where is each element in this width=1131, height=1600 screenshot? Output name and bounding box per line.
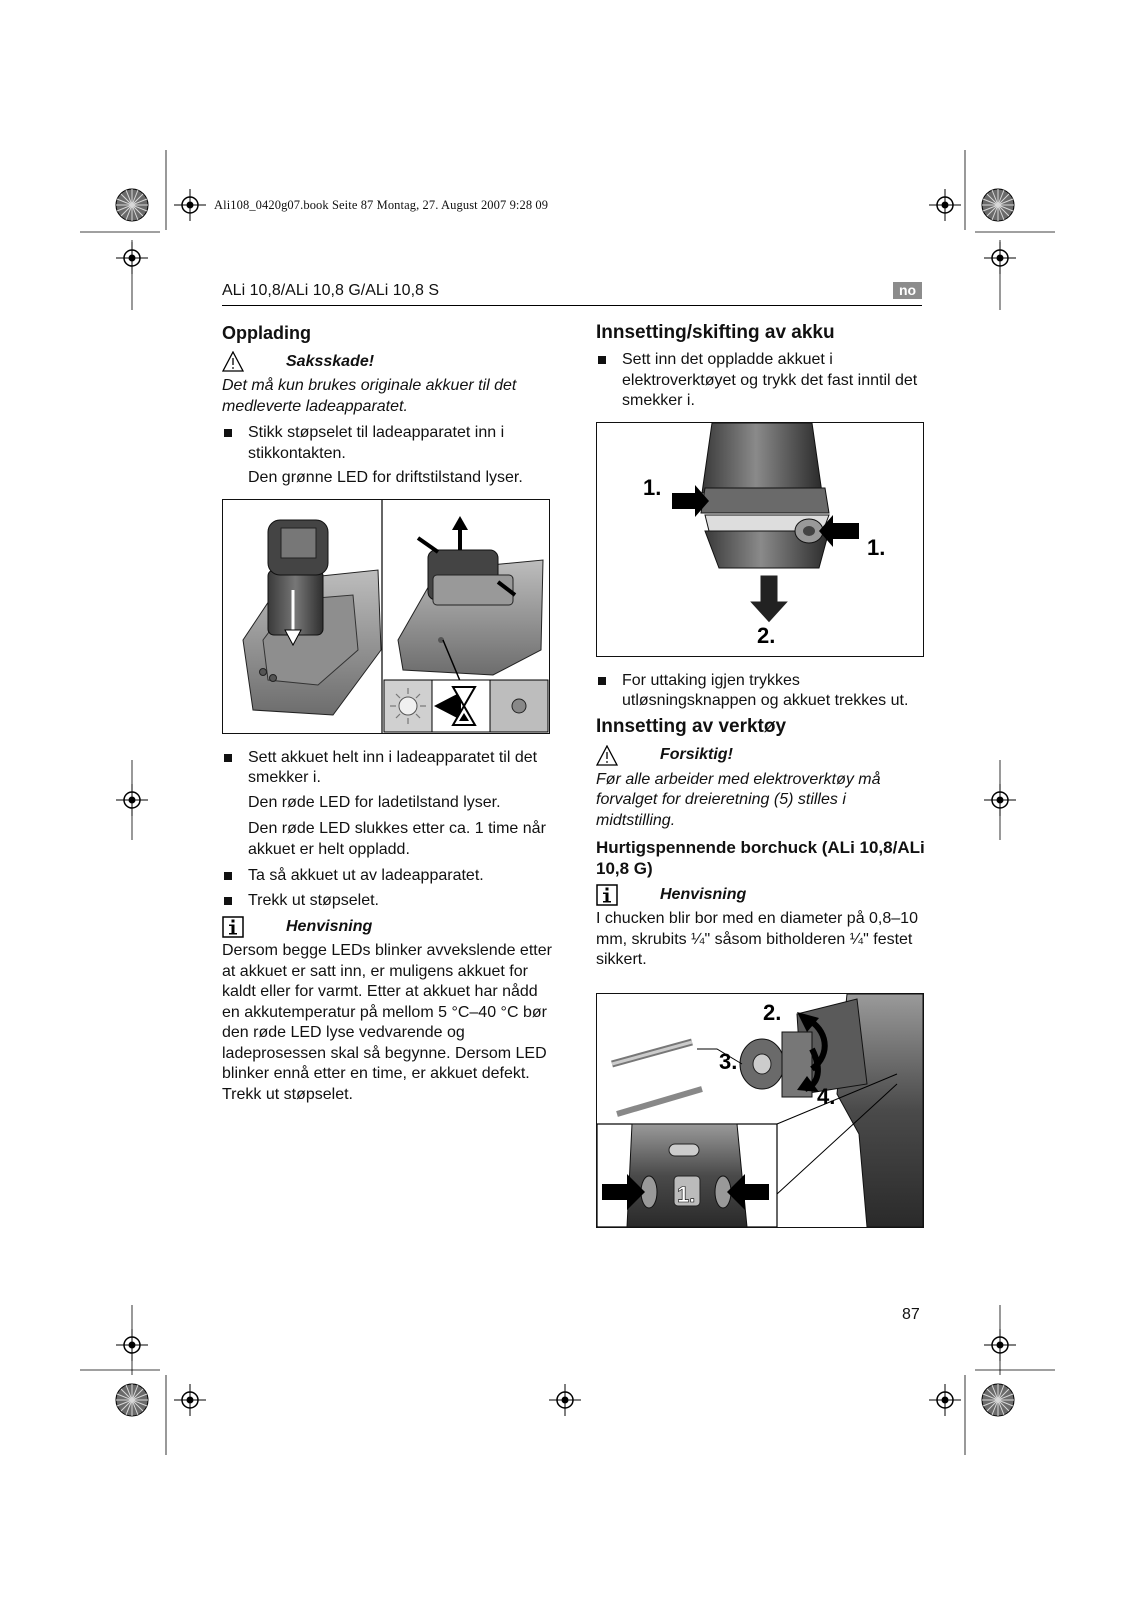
chuck-illustration [597,994,923,1227]
note-red-led-off: Den røde LED slukkes etter ca. 1 time når akkuet er helt oppladd. [248,820,546,858]
battery-insert-illustration [597,423,923,656]
warning-icon [222,351,244,373]
header-title: ALi 10,8/ALi 10,8 G/ALi 10,8 S [222,282,440,299]
left-column [222,322,552,1111]
bullet-remove-battery: Ta så akkuet ut av ladeapparatet. [222,866,552,887]
warning-label: Saksskade! [286,352,375,370]
warning-notice [222,350,552,374]
info-label-left: Henvisning [286,917,373,935]
fig2-label-4: 4. [817,1083,836,1109]
fig1-label-1b: 1. [867,534,886,560]
heading-tool-insert: Innsetting av verktøy [596,715,787,737]
info-icon [222,916,244,938]
heading-chuck: Hurtigspennende borchuck (ALi 10,8/ALi 10,8 G) [596,838,925,878]
caution-text: Før alle arbeider med elektroverktøy må forvalget for dreieretning (5) stilles i midtstilling. [596,770,881,829]
charger-figure [222,499,550,734]
info-text-right: I chucken blir bor med en diameter på 0,8–10 mm, skrubits ¼" såsom bitholderen ¼" festet sikkert. [596,910,918,968]
battery-insert-figure [596,422,924,657]
chuck-figure [596,993,924,1228]
fig2-label-1: 1. [677,1181,696,1207]
heading-opplading: Opplading [222,323,311,343]
fig1-label-2: 2. [757,622,776,648]
heading-battery-insert: Innsetting/skifting av akku [596,322,835,343]
info-notice-left [222,915,552,939]
charger-illustration [223,500,549,733]
note-green-led: Den grønne LED for driftstilstand lyser. [248,469,523,486]
language-badge: no [893,282,922,299]
fig2-label-3: 3. [719,1048,738,1074]
header-rule [222,305,922,306]
bullet-release-button: For uttaking igjen trykkes utløsningsknappen og akkuet trekkes ut. [596,671,926,712]
warning-text: Det må kun brukes originale akkuer til det medleverte ladeapparatet. [222,377,517,415]
note-red-led-on: Den røde LED for ladetilstand lyser. [248,793,501,811]
fig1-label-1a: 1. [643,474,662,500]
caution-label: Forsiktig! [660,746,733,764]
info-text-left: Dersom begge LEDs blinker avvekslende etter at akkuet er satt inn, er muligens akkuet for kaldt eller for varmt. Etter at akkuet har nådd en akkutemperatur på mellom 5 °C–40 °C bør den røde LED lyse vedvarende og ladeprosessen skal så begynne. Dersom LED blinker ennå etter en time, er akkuet defekt. Trekk ut støpselet. [222,942,552,1103]
right-column [596,322,926,1242]
bullet-plug-in: Stikk støpselet til ladeapparatet inn i stikkontakten. [222,423,552,464]
page-number: 87 [902,1306,920,1323]
bullet-unplug: Trekk ut støpselet. [222,891,552,912]
fig2-label-2: 2. [763,999,782,1025]
info-notice-right [596,883,926,907]
info-icon [596,884,618,906]
bullet-insert-battery: Sett akkuet helt inn i ladeapparatet til det smekker i. [222,748,552,789]
book-file-line: Ali108_0420g07.book Seite 87 Montag, 27. August 2007 9:28 09 [214,198,549,212]
warning-icon [596,745,618,767]
bullet-insert-charged-battery: Sett inn det oppladde akkuet i elektroverktøyet og trykk det fast inntil det smekker i. [596,350,926,412]
info-label-right: Henvisning [660,885,747,903]
caution-notice [596,744,926,768]
